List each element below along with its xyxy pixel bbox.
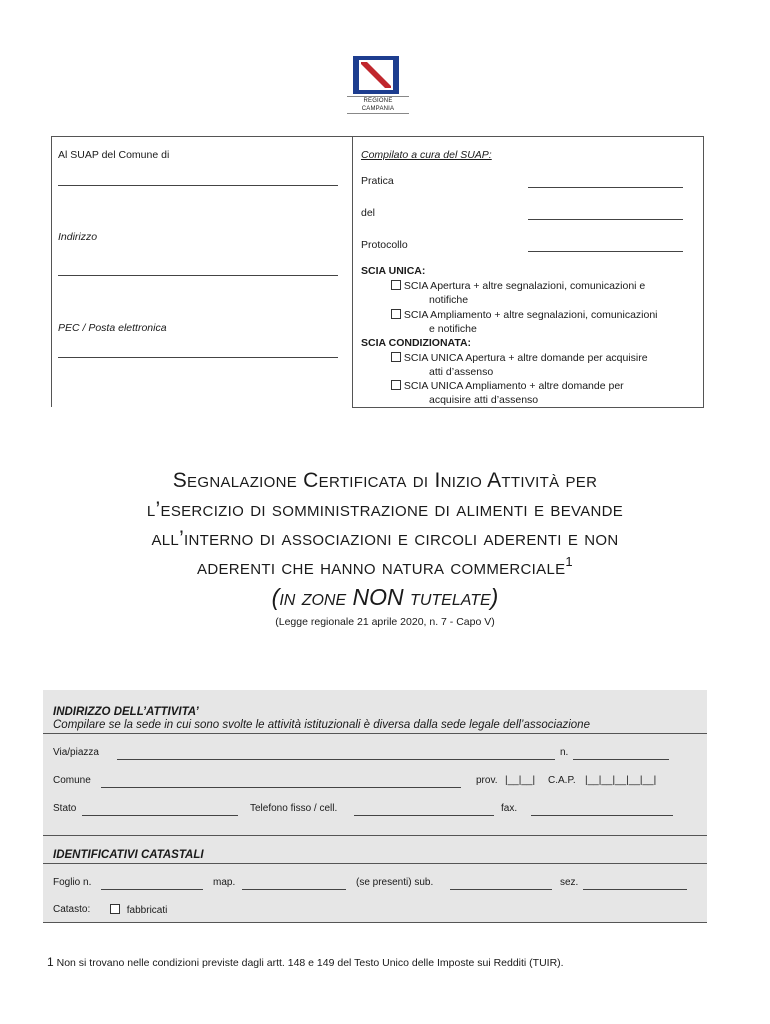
checkbox[interactable] [391,352,401,362]
suap-recipient-box [51,136,352,407]
subtitle-open: ( [271,584,280,610]
option-text: SCIA UNICA Ampliamento + altre domande per [403,380,624,392]
protocollo-label: Protocollo [361,239,408,251]
civic-number-field[interactable] [573,759,669,760]
stato-field[interactable] [82,815,238,816]
scia-unica-heading: SCIA UNICA: [361,265,426,277]
title-line-3: all’interno di associazioni e circoli aderenti e non [151,527,619,550]
subtitle-a: in zone [279,584,353,610]
divider [43,733,707,734]
law-reference: (Legge regionale 21 aprile 2020, n. 7 - Capo V) [275,616,495,628]
suap-office-box [352,136,704,408]
logo-caption: REGIONE CAMPANIA [347,96,409,114]
sub-label: (se presenti) sub. [356,877,434,888]
footnote-number: 1 [47,955,54,969]
subtitle-c: tutelate [403,584,491,610]
suap-comune-label: Al SUAP del Comune di [58,149,170,161]
fabbricati-text: fabbricati [126,905,168,916]
sezione-field[interactable] [583,889,687,890]
province-label: prov. [476,775,498,786]
checkbox[interactable] [110,904,120,914]
footnote [47,955,564,969]
fax-field[interactable] [531,815,673,816]
scia-condizionata-heading: SCIA CONDIZIONATA: [361,337,472,349]
mappale-field[interactable] [242,889,346,890]
catasto-label: Catasto: [53,904,91,915]
checkbox[interactable] [391,280,401,290]
comune-field[interactable] [101,787,461,788]
footnote-text: Non si trovano nelle condizioni previste dagli artt. 148 e 149 del Testo Unico delle Imposte sui Redditi (TUIR). [56,957,564,969]
option-text-cont: acquisire atti d’assenso [429,394,539,406]
cadastral-title: IDENTIFICATIVI CATASTALI [53,849,204,861]
subtitle-b: NON [352,584,404,610]
via-label: Via/piazza [53,747,99,758]
title-line-1: Segnalazione Certificata di Inizio Attività per [172,469,598,492]
cap-label: C.A.P. [548,775,576,786]
activity-address-title: INDIRIZZO DELL’ATTIVITA’ [53,706,199,718]
cap-field[interactable]: |__|__|__|__|__| [585,775,657,786]
stato-label: Stato [53,803,77,814]
option-text-cont: notifiche [429,294,469,306]
footnote-ref[interactable]: 1 [565,554,573,569]
option-text: SCIA Ampliamento + altre segnalazioni, comunicazioni [403,309,658,321]
protocollo-field[interactable] [528,251,683,252]
province-field[interactable]: |__|__| [505,775,536,786]
checkbox[interactable] [391,309,401,319]
address-field[interactable] [58,275,338,276]
divider [43,863,707,864]
fax-label: fax. [501,803,518,814]
subtitle-close: ) [490,584,499,610]
fabbricati-option[interactable] [110,904,167,916]
option-text: SCIA UNICA Apertura + altre domande per acquisire [403,352,648,364]
pec-label: PEC / Posta elettronica [58,322,167,334]
comune-label: Comune [53,775,91,786]
pratica-field[interactable] [528,187,683,188]
scia-unica-option-1[interactable] [391,279,645,307]
pec-field[interactable] [58,357,338,358]
option-text-cont: atti d’assenso [429,366,494,378]
document-subtitle [30,584,740,611]
divider [43,922,707,923]
sub-field[interactable] [450,889,552,890]
checkbox[interactable] [391,380,401,390]
scia-unica-option-2[interactable] [391,308,658,336]
title-line-4 [30,553,740,582]
title-line-4-text: aderenti che hanno natura commerciale [197,556,566,579]
phone-label: Telefono fisso / cell. [250,803,338,814]
foglio-field[interactable] [101,889,203,890]
mappale-label: map. [213,877,236,888]
sezione-label: sez. [560,877,579,888]
suap-comune-field[interactable] [58,185,338,186]
via-field[interactable] [117,759,555,760]
activity-address-note: Compilare se la sede in cui sono svolte le attività istituzionali è diversa dalla sede legale dell’associazione [53,719,590,731]
del-field[interactable] [528,219,683,220]
phone-field[interactable] [354,815,494,816]
del-label: del [361,207,376,219]
coat-of-arms-icon [353,56,399,94]
foglio-label: Foglio n. [53,877,92,888]
compiled-by-suap-label: Compilato a cura del SUAP: [361,149,492,161]
title-line-2: l’esercizio di somministrazione di alimenti e bevande [146,498,624,521]
option-text-cont: e notifiche [429,323,477,335]
document-title [30,466,740,582]
scia-cond-option-1[interactable] [391,351,648,379]
activity-address-section [43,690,707,923]
option-text: SCIA Apertura + altre segnalazioni, comunicazioni e [403,280,646,292]
scia-cond-option-2[interactable] [391,379,624,407]
address-label: Indirizzo [58,231,98,243]
regione-campania-logo [347,56,411,112]
divider [43,835,707,836]
civic-number-label: n. [560,747,569,758]
pratica-label: Pratica [361,175,394,187]
